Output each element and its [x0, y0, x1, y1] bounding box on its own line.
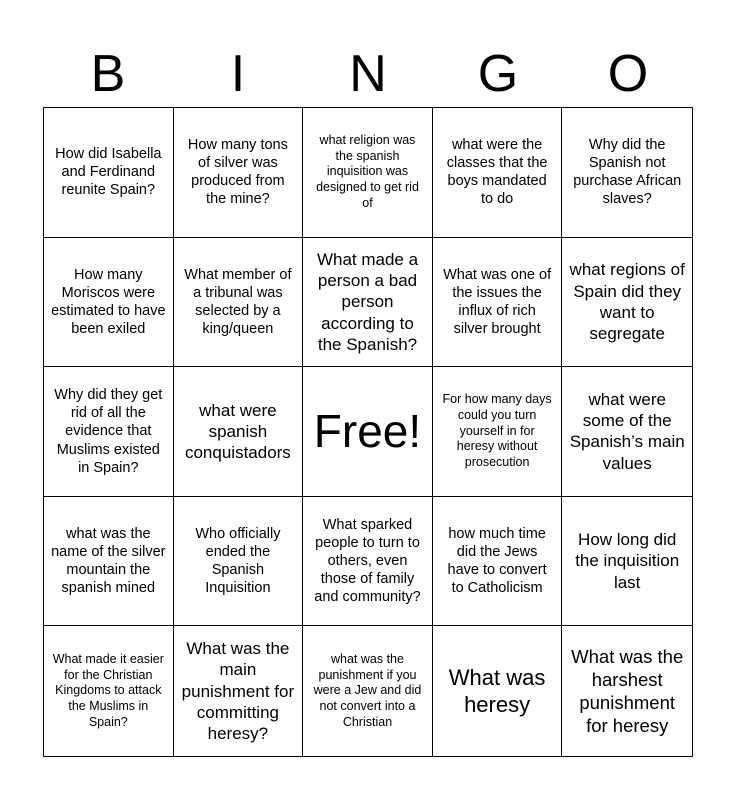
header-letter-o: O	[607, 45, 649, 103]
bingo-cell-r2c2: What member of a tribunal was selected by a king/queen	[174, 238, 304, 368]
bingo-cell-r5c2: What was the main punishment for committing heresy?	[174, 626, 304, 756]
bingo-cell-r3c4: For how many days could you turn yourself in for heresy without prosecution	[433, 367, 563, 497]
bingo-cell-r2c5: what regions of Spain did they want to segregate	[562, 238, 692, 368]
bingo-cell-r3c5: what were some of the Spanish’s main values	[562, 367, 692, 497]
bingo-cell-r4c4: how much time did the Jews have to convert to Catholicism	[433, 497, 563, 627]
bingo-cell-r1c1: How did Isabella and Ferdinand reunite Spain?	[44, 108, 174, 238]
free-space: Free!	[303, 367, 433, 497]
bingo-cell-r4c3: What sparked people to turn to others, even those of family and community?	[303, 497, 433, 627]
bingo-cell-r1c2: How many tons of silver was produced from the mine?	[174, 108, 304, 238]
bingo-cell-r2c4: What was one of the issues the influx of rich silver brought	[433, 238, 563, 368]
bingo-cell-r5c1: What made it easier for the Christian Kingdoms to attack the Muslims in Spain?	[44, 626, 174, 756]
header-letter-n: N	[349, 45, 387, 103]
bingo-cell-r1c3: what religion was the spanish inquisition was designed to get rid of	[303, 108, 433, 238]
bingo-cell-r5c3: what was the punishment if you were a Jew and did not convert into a Christian	[303, 626, 433, 756]
bingo-cell-r5c4: What was heresy	[433, 626, 563, 756]
bingo-cell-r2c3: What made a person a bad person according to the Spanish?	[303, 238, 433, 368]
bingo-cell-r4c5: How long did the inquisition last	[562, 497, 692, 627]
bingo-cell-r2c1: How many Moriscos were estimated to have been exiled	[44, 238, 174, 368]
bingo-cell-r3c1: Why did they get rid of all the evidence that Muslims existed in Spain?	[44, 367, 174, 497]
header-letter-g: G	[477, 45, 519, 103]
bingo-grid	[43, 107, 693, 757]
header-letter-b: B	[90, 45, 126, 103]
bingo-header	[43, 42, 693, 106]
bingo-cell-r3c2: what were spanish conquistadors	[174, 367, 304, 497]
bingo-cell-r1c5: Why did the Spanish not purchase African slaves?	[562, 108, 692, 238]
bingo-cell-r4c1: what was the name of the silver mountain the spanish mined	[44, 497, 174, 627]
header-letter-i: I	[230, 45, 246, 103]
bingo-cell-r1c4: what were the classes that the boys mandated to do	[433, 108, 563, 238]
bingo-cell-r4c2: Who officially ended the Spanish Inquisition	[174, 497, 304, 627]
bingo-cell-r5c5: What was the harshest punishment for heresy	[571, 645, 684, 737]
